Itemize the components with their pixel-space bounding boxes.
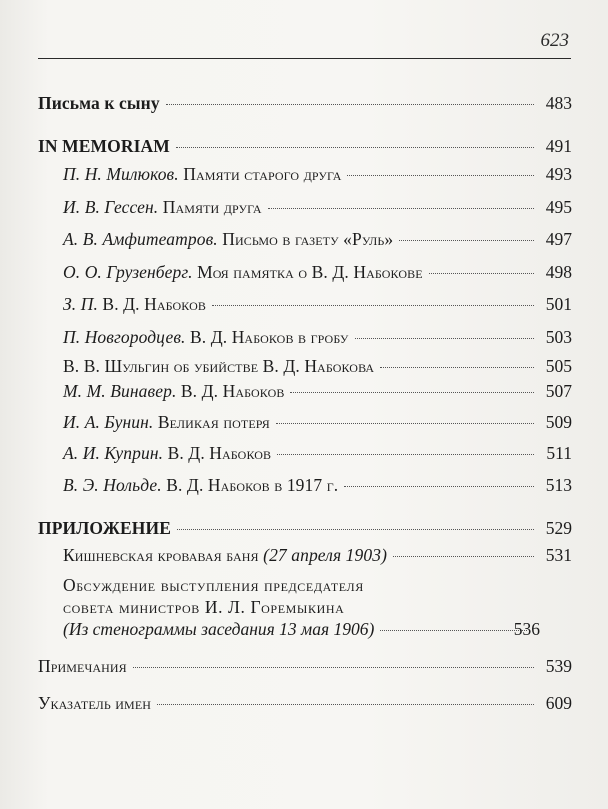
leader-dots xyxy=(176,147,534,148)
leader-dots xyxy=(399,240,534,241)
leader-dots xyxy=(133,667,534,668)
toc-entry-text xyxy=(63,545,387,566)
toc-entry-author: П. Н. Милюков. xyxy=(63,164,179,184)
toc-entry-title: Указатель имен xyxy=(38,693,152,713)
toc-entry-title: Кишневская кровавая баня xyxy=(63,545,259,565)
toc-entry xyxy=(63,381,572,402)
toc-entry-text xyxy=(63,262,423,283)
toc-entry-multiline xyxy=(63,574,540,640)
toc-entry-title-date: (27 апреля 1903) xyxy=(263,545,388,565)
toc-entry-page: 539 xyxy=(545,656,572,676)
toc-entry-author: В. Э. Нольде. xyxy=(63,475,162,495)
leader-dots xyxy=(429,273,534,274)
toc-entry-title: В. Д. Набоков в 1917 г. xyxy=(166,475,339,495)
toc-entry-text xyxy=(63,327,349,348)
toc-entry-text xyxy=(63,197,262,218)
toc-entry-page: 509 xyxy=(545,412,572,432)
toc-entry xyxy=(63,545,572,566)
toc-entry-page: 495 xyxy=(545,197,572,217)
toc-entry-title: Примечания xyxy=(38,656,127,676)
toc-entry-title: В. Д. Набоков xyxy=(167,443,272,463)
toc-entry-author: И. В. Гессен. xyxy=(63,197,159,217)
toc-entry-text xyxy=(63,475,338,496)
toc-entry-author: А. В. Амфитеатров. xyxy=(63,229,218,249)
toc-entry-author: З. П. xyxy=(63,294,98,314)
toc-entry-page: 609 xyxy=(545,693,572,713)
toc-entry-page: 529 xyxy=(545,518,572,538)
toc-entry xyxy=(63,262,572,283)
toc-entry-title: В. Д. Набоков xyxy=(180,381,285,401)
toc-entry-author: И. А. Бунин. xyxy=(63,412,154,432)
leader-dots xyxy=(380,630,527,631)
toc-entry-text xyxy=(63,381,284,402)
leader-dots xyxy=(268,208,534,209)
toc-entry-page: 491 xyxy=(545,136,572,156)
toc-entry xyxy=(63,475,572,496)
toc-entry xyxy=(38,136,572,157)
leader-dots xyxy=(393,556,534,557)
toc-entry-text xyxy=(63,294,206,315)
toc-entry-text xyxy=(38,518,171,539)
leader-dots xyxy=(290,392,534,393)
toc-entry-text xyxy=(63,443,271,464)
leader-dots xyxy=(380,367,534,368)
toc-entry xyxy=(63,294,572,315)
page-number: 623 xyxy=(540,30,569,51)
leader-dots xyxy=(355,338,535,339)
toc-entry-author: П. Новгородцев. xyxy=(63,327,186,347)
toc-entry xyxy=(63,164,572,185)
toc-entry-page: 498 xyxy=(545,262,572,282)
toc-entry-title: Письмо в газету «Руль» xyxy=(222,229,394,249)
toc-entry-title: ПРИЛОЖЕНИЕ xyxy=(38,518,172,538)
toc-entry-author: О. О. Грузенберг. xyxy=(63,262,193,282)
toc-entry-title: IN MEMORIAM xyxy=(38,136,170,156)
toc-entry-title: Памяти друга xyxy=(162,197,262,217)
toc-entry-page: 493 xyxy=(545,164,572,184)
toc-entry xyxy=(38,656,572,677)
toc-entry xyxy=(63,229,572,250)
toc-entry-text xyxy=(38,656,127,677)
toc-entry-page: 531 xyxy=(545,545,572,565)
toc-entry-title-line: Обсуждение выступления председателя xyxy=(63,575,364,595)
toc-entry-text xyxy=(38,136,170,157)
toc-entry xyxy=(63,443,572,464)
toc-entry-page: 513 xyxy=(545,475,572,495)
leader-dots xyxy=(347,175,534,176)
toc-entry-page: 483 xyxy=(545,93,572,113)
leader-dots xyxy=(276,423,534,424)
toc-entry-title: Памяти старого друга xyxy=(183,164,342,184)
toc-entry-page: 497 xyxy=(545,229,572,249)
toc-entry-page: 505 xyxy=(545,356,572,376)
leader-dots xyxy=(157,704,534,705)
toc-entry xyxy=(38,93,572,114)
leader-dots xyxy=(277,454,534,455)
toc-entry-text xyxy=(63,412,270,433)
toc-entry-title: Письма к сыну xyxy=(38,93,160,113)
toc-entry-title: Моя памятка о В. Д. Набокове xyxy=(197,262,423,282)
toc-entry-text xyxy=(63,229,393,250)
toc-entry xyxy=(38,518,572,539)
toc-entry xyxy=(63,412,572,433)
toc-entry xyxy=(63,327,572,348)
toc-entry-text xyxy=(38,93,160,114)
toc-entry-page: 501 xyxy=(545,294,572,314)
toc-entry xyxy=(63,356,572,377)
toc-entry-author: М. М. Винавер. xyxy=(63,381,177,401)
toc-entry-text xyxy=(63,164,341,185)
toc-entry-title: В. Д. Набоков в гробу xyxy=(189,327,349,347)
toc-entry-title: Великая потеря xyxy=(157,412,270,432)
header-rule xyxy=(38,58,571,59)
leader-dots xyxy=(166,104,534,105)
toc-entry-page: 507 xyxy=(545,381,572,401)
toc-entry-page: 511 xyxy=(546,443,572,463)
toc-entry-title: В. Д. Набоков xyxy=(102,294,206,314)
leader-dots xyxy=(212,305,534,306)
toc-entry-title-line: совета министров И. Л. Горемыкина xyxy=(63,597,345,617)
toc-entry-text xyxy=(63,356,374,377)
toc-entry-title: В. В. Шульгин об убийстве В. Д. Набокова xyxy=(63,356,375,376)
toc-entry-page: 536 xyxy=(513,619,540,639)
toc-entry-author: А. И. Куприн. xyxy=(63,443,164,463)
toc-entry-text xyxy=(38,693,151,714)
toc-entry xyxy=(63,197,572,218)
toc-entry-page: 503 xyxy=(545,327,572,347)
leader-dots xyxy=(344,486,534,487)
toc-entry-title-line: (Из стенограммы заседания 13 мая 1906) xyxy=(63,619,375,639)
toc-entry xyxy=(38,693,572,714)
leader-dots xyxy=(177,529,534,530)
